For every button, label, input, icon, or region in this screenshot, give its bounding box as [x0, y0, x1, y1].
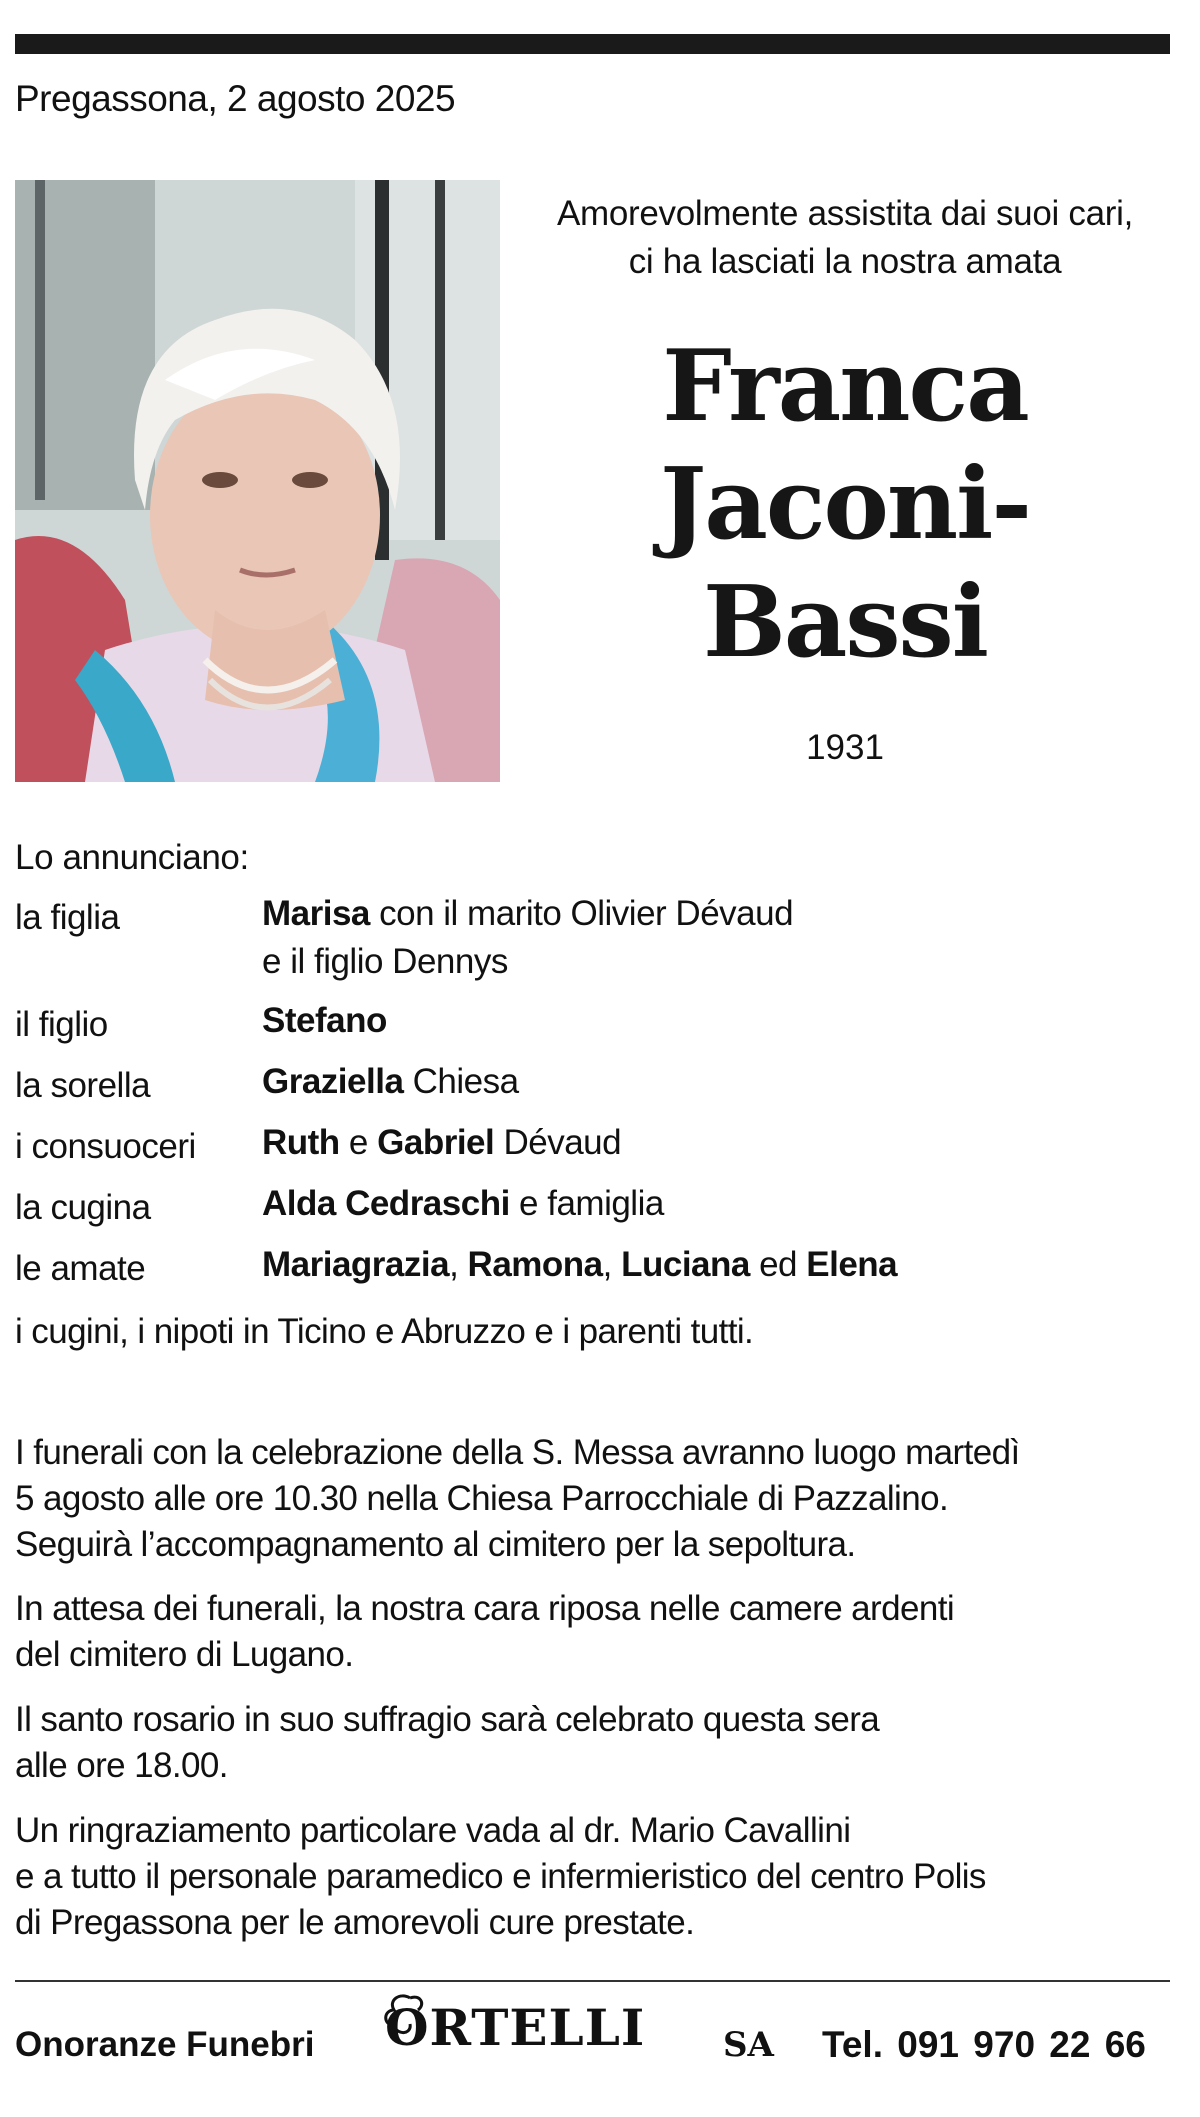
- relative-text: e famiglia: [509, 1184, 664, 1223]
- bottom-rule: [15, 1980, 1170, 1982]
- paragraph-line: Seguirà l’accompagnamento al cimitero per la sepoltura.: [15, 1525, 856, 1564]
- paragraph-line: alle ore 18.00.: [15, 1746, 228, 1785]
- relative-name-bold: Graziella: [262, 1062, 404, 1101]
- relative-names: [262, 1119, 621, 1167]
- relative-name-bold: Mariagrazia: [262, 1245, 450, 1284]
- relation-label: la sorella: [15, 1066, 151, 1105]
- relative-name-bold: Luciana: [621, 1245, 750, 1284]
- paragraph-line: In attesa dei funerali, la nostra cara riposa nelle camere ardenti: [15, 1589, 954, 1628]
- closing-relatives: i cugini, i nipoti in Ticino e Abruzzo e i parenti tutti.: [15, 1312, 754, 1351]
- relative-name-bold: Stefano: [262, 1001, 387, 1040]
- name-line-3: Bassi: [703, 565, 987, 680]
- intro-line-2: ci ha lasciati la nostra amata: [628, 242, 1062, 281]
- relative-text: Chiesa: [403, 1062, 519, 1101]
- relative-names: [262, 1058, 519, 1106]
- funeral-home-phone: Tel. 091 970 22 66: [822, 2024, 1146, 2065]
- relative-name-bold: Alda Cedraschi: [262, 1184, 510, 1223]
- relation-label: il figlio: [15, 1005, 108, 1044]
- paragraph-line: e a tutto il personale paramedico e infermieristico del centro Polis: [15, 1857, 986, 1896]
- funeral-home-brand: ORTELLI: [385, 1998, 646, 2057]
- name-line-2: Jaconi-: [659, 447, 1031, 562]
- relative-name-bold: Ramona: [467, 1245, 603, 1284]
- relative-name-bold: Ruth: [262, 1123, 340, 1162]
- top-rule: [15, 34, 1170, 54]
- portrait-photo: [15, 180, 500, 782]
- relative-name-bold: Elena: [806, 1245, 898, 1284]
- paragraph-line: del cimitero di Lugano.: [15, 1635, 354, 1674]
- relative-name-bold: Marisa: [262, 894, 370, 933]
- relation-label: la figlia: [15, 898, 120, 937]
- relative-text: con il marito Olivier Dévaud: [369, 894, 794, 933]
- viewing-paragraph: [15, 1586, 1165, 1678]
- relation-label: le amate: [15, 1249, 146, 1288]
- relative-names: [262, 1180, 664, 1228]
- brand-suffix: SA: [723, 2025, 774, 2065]
- birth-year: 1931: [806, 728, 884, 767]
- intro-text: [520, 190, 1170, 286]
- paragraph-line: I funerali con la celebrazione della S. Messa avranno luogo martedì: [15, 1433, 1020, 1472]
- relative-text: e: [339, 1123, 378, 1162]
- relation-label: la cugina: [15, 1188, 151, 1227]
- paragraph-line: di Pregassona per le amorevoli cure prestate.: [15, 1903, 695, 1942]
- relative-text: e il figlio Dennys: [262, 942, 508, 981]
- paragraph-line: Un ringraziamento particolare vada al dr. Mario Cavallini: [15, 1811, 851, 1850]
- paragraph-line: 5 agosto alle ore 10.30 nella Chiesa Parrocchiale di Pazzalino.: [15, 1479, 949, 1518]
- relative-name-bold: Gabriel: [377, 1123, 495, 1162]
- thanks-paragraph: [15, 1808, 1165, 1946]
- relative-names: [262, 997, 387, 1045]
- name-line-1: Franca: [662, 329, 1028, 444]
- relation-label: i consuoceri: [15, 1127, 196, 1166]
- dateline: Pregassona, 2 agosto 2025: [15, 78, 456, 119]
- relative-text: Dévaud: [494, 1123, 622, 1162]
- rosary-paragraph: [15, 1697, 1165, 1789]
- relative-text: ,: [449, 1245, 468, 1284]
- intro-line-1: Amorevolmente assistita dai suoi cari,: [556, 194, 1134, 233]
- relative-text: ed: [749, 1245, 807, 1284]
- funeral-home-label: Onoranze Funebri: [15, 2025, 315, 2064]
- deceased-name: [520, 328, 1170, 682]
- funeral-paragraph: [15, 1430, 1165, 1568]
- announce-heading: Lo annunciano:: [15, 838, 249, 877]
- relative-text: ,: [602, 1245, 622, 1284]
- relative-names: [262, 890, 793, 986]
- paragraph-line: Il santo rosario in suo suffragio sarà celebrato questa sera: [15, 1700, 880, 1739]
- relative-names: [262, 1241, 897, 1289]
